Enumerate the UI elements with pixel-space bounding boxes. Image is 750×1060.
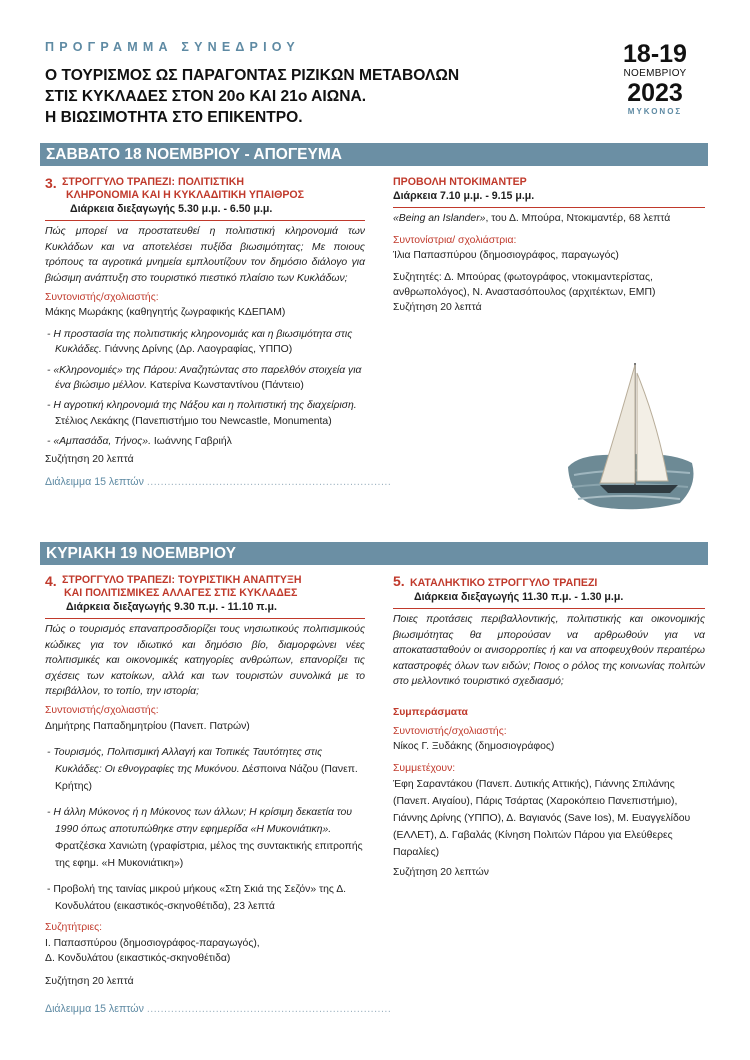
- sailboat-icon: [560, 355, 700, 515]
- day-band-saturday: ΣΑΒΒΑΤΟ 18 ΝΟΕΜΒΡΙΟΥ - ΑΠΟΓΕΥΜΑ: [40, 143, 708, 166]
- session-intro: Πώς μπορεί να προστατευθεί η πολιτιστική κληρονομιά των Κυκλάδων και να αποτελέσει πυξίδα βιωσιμότητας; Με ποιους τρόπους τα αγροτικά μνημεία εμπλουτίζουν τον δημόσιο διάλογο για βιώσιμη ανάπτυξη στο τουριστικό πιεστικό πλαίσιο των Κυκλάδων;: [45, 226, 365, 284]
- session-4: [45, 573, 392, 1017]
- title-line: ΣΤΙΣ ΚΥΚΛΑΔΕΣ ΣΤΟΝ 20ο ΚΑΙ 21ο ΑΙΩΝΑ.: [45, 88, 367, 105]
- speakers: Ι. Παπασπύρου (δημοσιογράφος-παραγωγός),: [45, 937, 260, 949]
- doc-title: ΠΡΟΒΟΛΗ ΝΤΟΚΙΜΑΝΤΕΡ: [393, 176, 527, 188]
- discussion-note: Συζήτηση 20 λεπτών: [393, 867, 489, 879]
- list-item: - Η προστασία της πολιτιστικής κληρονομιάς και η βιωσιμότητα στις Κυκλάδες. Γιάννης Δρίνης (Δρ. Λαογραφίας, ΥΠΠΟ): [47, 328, 353, 356]
- doc-film: «Being an Islander», του Δ. Μπούρα, Ντοκιμαντέρ, 68 λεπτά: [393, 213, 671, 225]
- dates: 18-19: [623, 40, 687, 68]
- coordinator-label: Συντονιστής/σχολιαστής:: [393, 725, 507, 737]
- discussion-note: Συζήτηση 20 λεπτά: [45, 976, 134, 988]
- session-title: ΚΛΗΡΟΝΟΜΙΑ ΚΑΙ Η ΚΥΚΛΑΔΙΤΙΚΗ ΥΠΑΙΘΡΟΣ: [66, 189, 305, 201]
- divider: [45, 618, 365, 619]
- coordinator: Μάκης Μωράκης (καθηγητής ζωγραφικής ΚΔΕΠΑΜ): [45, 307, 286, 319]
- program-eyebrow: ΠΡΟΓΡΑΜΜΑ ΣΥΝΕΔΡΙΟΥ: [45, 40, 300, 54]
- participants-label: Συμμετέχουν:: [393, 762, 456, 774]
- conference-title: [45, 65, 585, 128]
- divider: [393, 207, 705, 208]
- break-note: Διάλειμμα 15 λεπτών .......................................................................: [45, 476, 392, 489]
- title-line: Ο ΤΟΥΡΙΣΜΟΣ ΩΣ ΠΑΡΑΓΟΝΤΑΣ ΡΙΖΙΚΩΝ ΜΕΤΑΒΟΛΩΝ: [45, 67, 460, 84]
- doc-speakers: Συζητητές: Δ. Μπούρας (φωτογράφος, ντοκιμαντερίστας, ανθρωπολόγος), Ν. Αναστασόπουλος (αρχιτέκτων, ΕΜΠ): [393, 271, 656, 299]
- list-item: - Τουρισμός, Πολιτισμική Αλλαγή και Τοπικές Ταυτότητες στις Κυκλάδες: Οι εθνογραφίες της Μυκόνου. Δέσποινα Νάζου (Πανεπ. Κρήτης): [47, 747, 358, 793]
- session-number: 3.: [45, 175, 57, 191]
- doc-duration: Διάρκεια 7.10 μ.μ. - 9.15 μ.μ.: [393, 190, 535, 202]
- speakers: Δ. Κονδυλάτου (εικαστικός-σκηνοθέτιδα): [45, 953, 231, 965]
- list-item: - «Κληρονομιές» της Πάρου: Αναζητώντας στο παρελθόν στοιχεία για ένα βιώσιμο μέλλον. Κατερίνα Κωνσταντίνου (Πάντειο): [47, 364, 362, 392]
- coordinator: Ίλια Παπασπύρου (δημοσιογράφος, παραγωγός): [393, 250, 619, 262]
- session-title: ΚΑΙ ΠΟΛΙΤΙΣΜΙΚΕΣ ΑΛΛΑΓΕΣ ΣΤΙΣ ΚΥΚΛΑΔΕΣ: [64, 587, 298, 599]
- place: ΜΥΚΟΝΟΣ: [627, 107, 683, 116]
- session-title: ΣΤΡΟΓΓΥΛΟ ΤΡΑΠΕΖΙ: ΠΟΛΙΤΙΣΤΙΚΗ: [62, 176, 245, 188]
- documentary-screening: [393, 176, 705, 316]
- coordinator-label: Συντονιστής/σχολιαστής:: [45, 292, 159, 304]
- participants: Έφη Σαραντάκου (Πανεπ. Δυτικής Αττικής), Γιάννης Σπιλάνης (Πανεπ. Αιγαίου), Πάρις Τσάρτας (Χαροκόπειο Πανεπιστήμιο), Γιάννης Δρίνης (ΥΠΠΟ), Δ. Βαγιανός (Save Ios), Μ. Ευαγγελίδου (ΕΛΛΕΤ), Δ. Γαβαλάς (Κίνηση Πολιτών Πάρου για Ελεύθερες Παραλίες): [393, 779, 691, 859]
- coordinator: Δημήτρης Παπαδημητρίου (Πανεπ. Πατρών): [45, 720, 250, 732]
- session-intro: Ποιες προτάσεις περιβαλλοντικής, πολιτιστικής και οικονομικής βιωσιμότητας θα μπορούσαν να αρθρωθούν για να αποκατασταθούν οι ανισορροπίες ή και να αποφευχθούν περαιτέρω καταστροφές όλων των ειδών; Ποιος ο ρόλος της κοινωνίας πολιτών στο μελλοντικό τουριστικό σχεδιασμό;: [393, 614, 705, 688]
- conclusions-heading: Συμπεράσματα: [393, 707, 468, 719]
- discussion-note: Συζήτηση 20 λεπτά: [393, 302, 482, 314]
- list-item: - Η άλλη Μύκονος ή η Μύκονος των άλλων; Η κρίσιμη δεκαετία του 1990 όπως αποτυπώθηκε στην εφημερίδα «Η Μυκονιάτικη». Φρατζέσκα Χανιώτη (γραφίστρια, μέλος της συντακτικής επιτροπής της εφημ. «Η Μυκονιάτικη»): [47, 807, 363, 870]
- session-number: 4.: [45, 573, 57, 589]
- session-3: [45, 175, 392, 491]
- session-title: ΚΑΤΑΛΗΚΤΙΚΟ ΣΤΡΟΓΓΥΛΟ ΤΡΑΠΕΖΙ: [410, 577, 598, 589]
- list-item: - Η αγροτική κληρονομιά της Νάξου και η πολιτιστική της διαχείριση. Στέλιος Λεκάκης (Πανεπιστήμιο του Newcastle, Monumenta): [47, 400, 357, 427]
- coordinator: Νίκος Γ. Ξυδάκης (δημοσιογράφος): [393, 741, 555, 753]
- divider: [393, 608, 705, 609]
- day-band-sunday: ΚΥΡΙΑΚΗ 19 ΝΟΕΜΒΡΙΟΥ: [40, 542, 708, 565]
- session-title: ΣΤΡΟΓΓΥΛΟ ΤΡΑΠΕΖΙ: ΤΟΥΡΙΣΤΙΚΗ ΑΝΑΠΤΥΞΗ: [62, 574, 302, 586]
- session-number: 5.: [393, 573, 405, 589]
- session-intro: Πώς ο τουρισμός επαναπροσδιορίζει τους νησιωτικούς πολιτισμικούς κώδικες για τον ιδιωτικό και δημόσιο βίο, διαμορφώνει νέες πολιτισμικές και οικονομικές κατηγορίες ανθρώπων, επανορίζει τις σχέσεις των κατοίκων, αλλά και των τουριστών συνολικά με το περιβάλλον, το τοπίο, την ιστορία;: [45, 624, 365, 698]
- month: ΝΟΕΜΒΡΙΟΥ: [623, 68, 687, 79]
- session-duration: Διάρκεια διεξαγωγής 5.30 μ.μ. - 6.50 μ.μ.: [70, 203, 273, 215]
- divider: [45, 220, 365, 221]
- year: 2023: [627, 79, 683, 107]
- coordinator-label: Συντονίστρια/ σχολιάστρια:: [393, 234, 517, 246]
- title-line: Η ΒΙΩΣΙΜΟΤΗΤΑ ΣΤΟ ΕΠΙΚΕΝΤΡΟ.: [45, 109, 303, 126]
- discussion-note: Συζήτηση 20 λεπτά: [45, 453, 134, 465]
- session-duration: Διάρκεια διεξαγωγής 11.30 π.μ. - 1.30 μ.μ.: [414, 591, 624, 603]
- session-duration: Διάρκεια διεξαγωγής 9.30 π.μ. - 11.10 π.μ.: [66, 601, 277, 613]
- speakers-label: Συζητήτριες:: [45, 922, 103, 934]
- date-block: [600, 40, 710, 116]
- session-5: [393, 574, 705, 880]
- coordinator-label: Συντονιστής/σχολιαστής:: [45, 705, 159, 717]
- list-item: - Προβολή της ταινίας μικρού μήκους «Στη Σκιά της Σεζόν» της Δ. Κονδυλάτου (εικαστικός-σκηνοθέτιδα), 23 λεπτά: [47, 884, 347, 913]
- break-note: Διάλειμμα 15 λεπτών .......................................................................: [45, 1002, 392, 1015]
- list-item: - «Αμπασάδα, Τήνος». Ιωάννης Γαβριήλ: [47, 436, 232, 448]
